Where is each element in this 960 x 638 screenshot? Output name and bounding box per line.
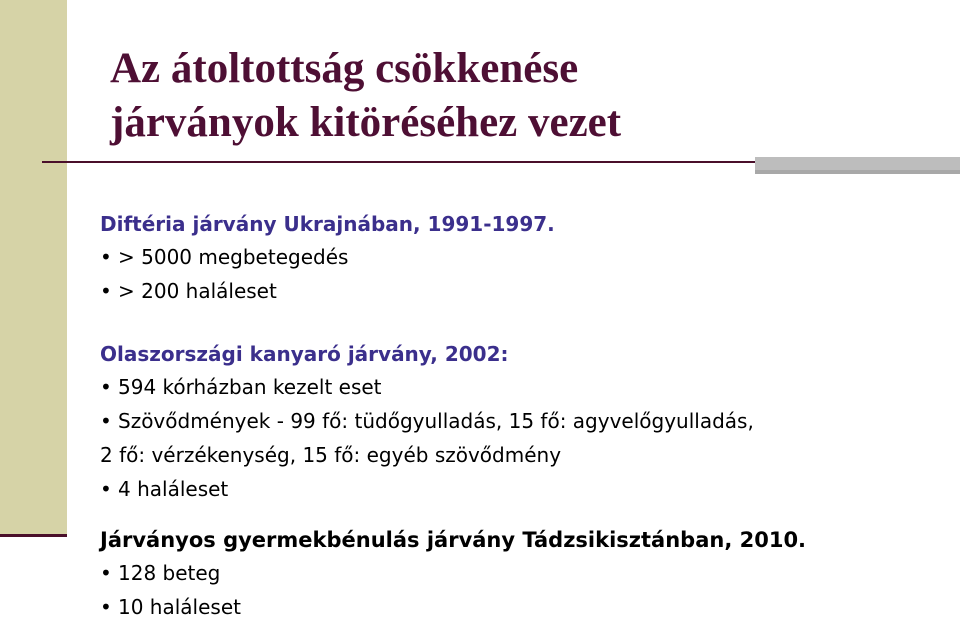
list-item-text: > 5000 megbetegedés [118, 245, 349, 269]
slide-content [100, 208, 950, 624]
section-heading-diphtheria: Diftéria járvány Ukrajnában, 1991-1997. [100, 212, 555, 236]
section-heading-polio: Járványos gyermekbénulás járvány Tádzsikisztánban, 2010. [100, 528, 807, 552]
bullet: • [100, 595, 112, 619]
bullet: • [100, 409, 112, 433]
side-rule [0, 534, 67, 537]
list-item [100, 240, 950, 274]
side-band [0, 0, 67, 536]
list-item-text: 4 haláleset [118, 477, 229, 501]
list-item [100, 404, 950, 438]
title-line-2: járványok kitöréséhez vezet [110, 99, 622, 146]
section-heading-measles: Olaszországi kanyaró járvány, 2002: [100, 342, 509, 366]
bullet: • [100, 279, 112, 303]
title-divider [42, 161, 755, 163]
list-item [100, 370, 950, 404]
list-item [100, 590, 950, 624]
bullet: • [100, 477, 112, 501]
list-item-text: 128 beteg [118, 561, 221, 585]
slide-title [110, 42, 621, 150]
title-line-1: Az átoltottság csökkenése [110, 45, 579, 92]
title-divider-accent [755, 157, 960, 170]
list-item-text: Szövődmények - 99 fő: tüdőgyulladás, 15 fő: agyvelőgyulladás, [118, 409, 754, 433]
list-item [100, 472, 950, 506]
bullet: • [100, 561, 112, 585]
list-item-continuation [100, 438, 950, 472]
list-item [100, 274, 950, 308]
list-item-text: 594 kórházban kezelt eset [118, 375, 382, 399]
list-item-text: 2 fő: vérzékenység, 15 fő: egyéb szövődmény [100, 443, 562, 467]
title-divider-accent-bottom [755, 170, 960, 174]
list-item-text: 10 haláleset [118, 595, 241, 619]
bullet: • [100, 245, 112, 269]
list-item [100, 556, 950, 590]
bullet: • [100, 375, 112, 399]
list-item-text: > 200 haláleset [118, 279, 277, 303]
